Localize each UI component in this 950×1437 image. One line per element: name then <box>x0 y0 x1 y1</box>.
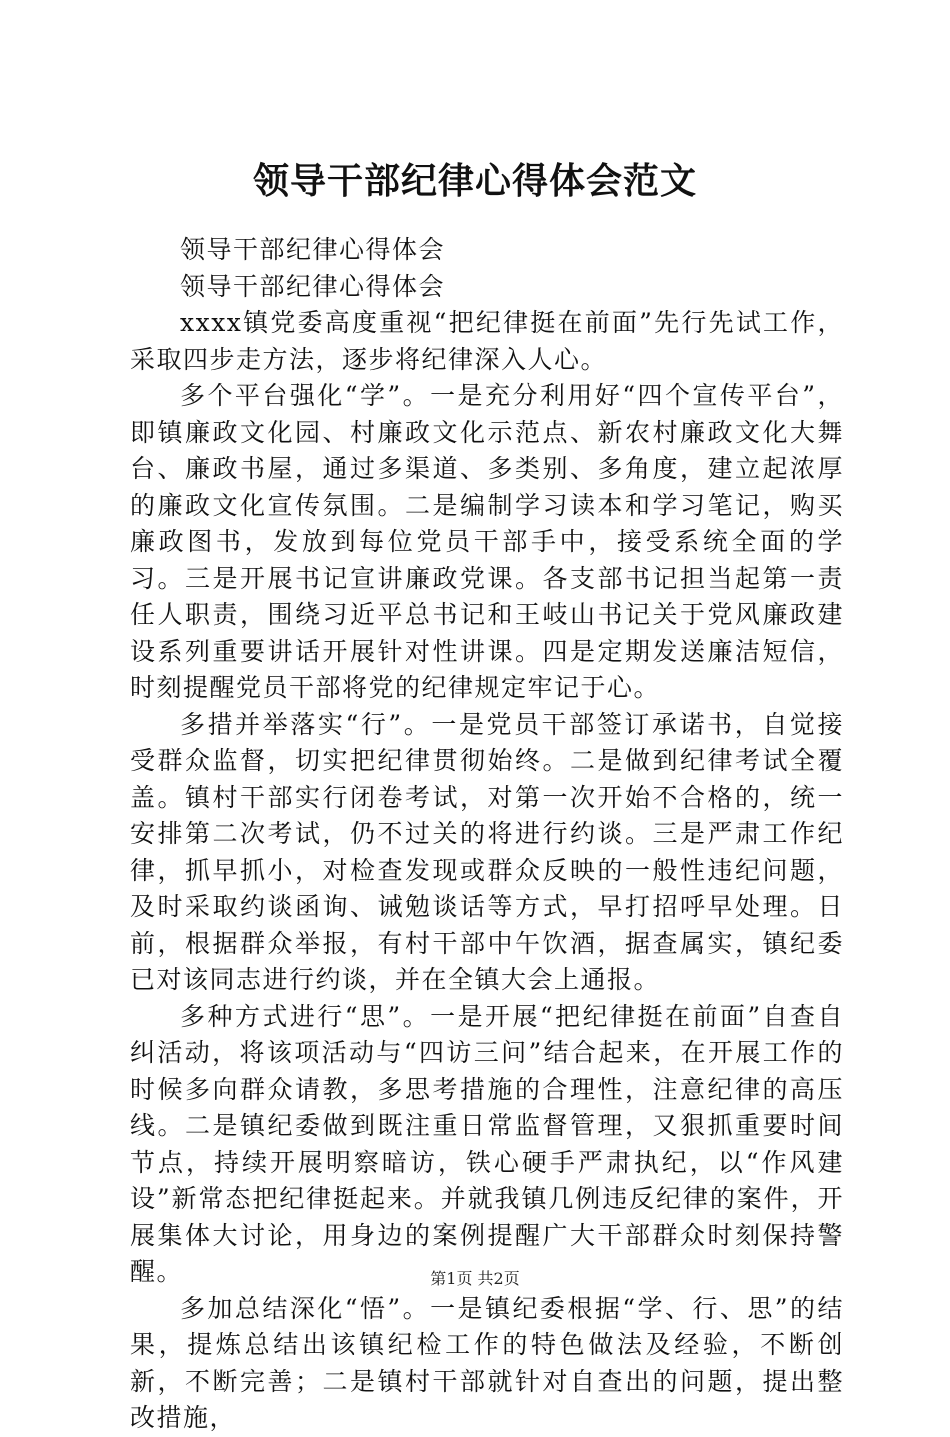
body-paragraph: 多措并举落实“行”。一是党员干部签订承诺书，自觉接受群众监督，切实把纪律贯彻始终。二是做到纪律考试全覆盖。镇村干部实行闭卷考试，对第一次开始不合格的，统一安排第二次考试，仍不过关的将进行约谈。三是严肃工作纪律，抓早抓小，对检查发现或群众反映的一般性违纪问题，及时采取约谈函询、诫勉谈话等方式，早打招呼早处理。日前，根据群众举报，有村干部中午饮酒，据查属实，镇纪委已对该同志进行约谈，并在全镇大会上通报。 <box>130 709 844 994</box>
page-number-footer: 第1页 共2页 <box>430 1269 520 1288</box>
document-title: 领导干部纪律心得体会范文 <box>252 160 697 202</box>
subtitle-paragraph: 领导干部纪律心得体会 <box>180 235 446 264</box>
body-paragraph: 多个平台强化“学”。一是充分利用好“四个宣传平台”，即镇廉政文化园、村廉政文化示范点、新农村廉政文化大舞台、廉政书屋，通过多渠道、多类别、多角度，建立起浓厚的廉政文化宣传氛围。二是编制学习读本和学习笔记，购买廉政图书，发放到每位党员干部手中，接受系统全面的学习。三是开展书记宣讲廉政党课。各支部书记担当起第一责任人职责，围绕习近平总书记和王岐山书记关于党风廉政建设系列重要讲话开展针对性讲课。四是定期发送廉洁短信，时刻提醒党员干部将党的纪律规定牢记于心。 <box>130 381 844 702</box>
body-paragraph: 多种方式进行“思”。一是开展“把纪律挺在前面”自查自纠活动，将该项活动与“四访三问”结合起来，在开展工作的时候多向群众请教，多思考措施的合理性，注意纪律的高压线。二是镇纪委做到既注重日常监督管理，又狠抓重要时间节点，持续开展明察暗访，铁心硬手严肃执纪，以“作风建设”新常态把纪律挺起来。并就我镇几例违反纪律的案件，开展集体大讨论，用身边的案例提醒广大干部群众时刻保持警醒。 <box>130 1001 845 1286</box>
document-body <box>130 232 844 1437</box>
subtitle-paragraph: 领导干部纪律心得体会 <box>180 271 446 301</box>
body-paragraph: xxxx镇党委高度重视“把纪律挺在前面”先行先试工作，采取四步走方法，逐步将纪律深入人心。 <box>130 308 844 374</box>
body-paragraph: 多加总结深化“悟”。一是镇纪委根据“学、行、思”的结果，提炼总结出该镇纪检工作的特色做法及经验，不断创新，不断完善；二是镇村干部就针对自查出的问题，提出整改措施， <box>130 1293 844 1432</box>
